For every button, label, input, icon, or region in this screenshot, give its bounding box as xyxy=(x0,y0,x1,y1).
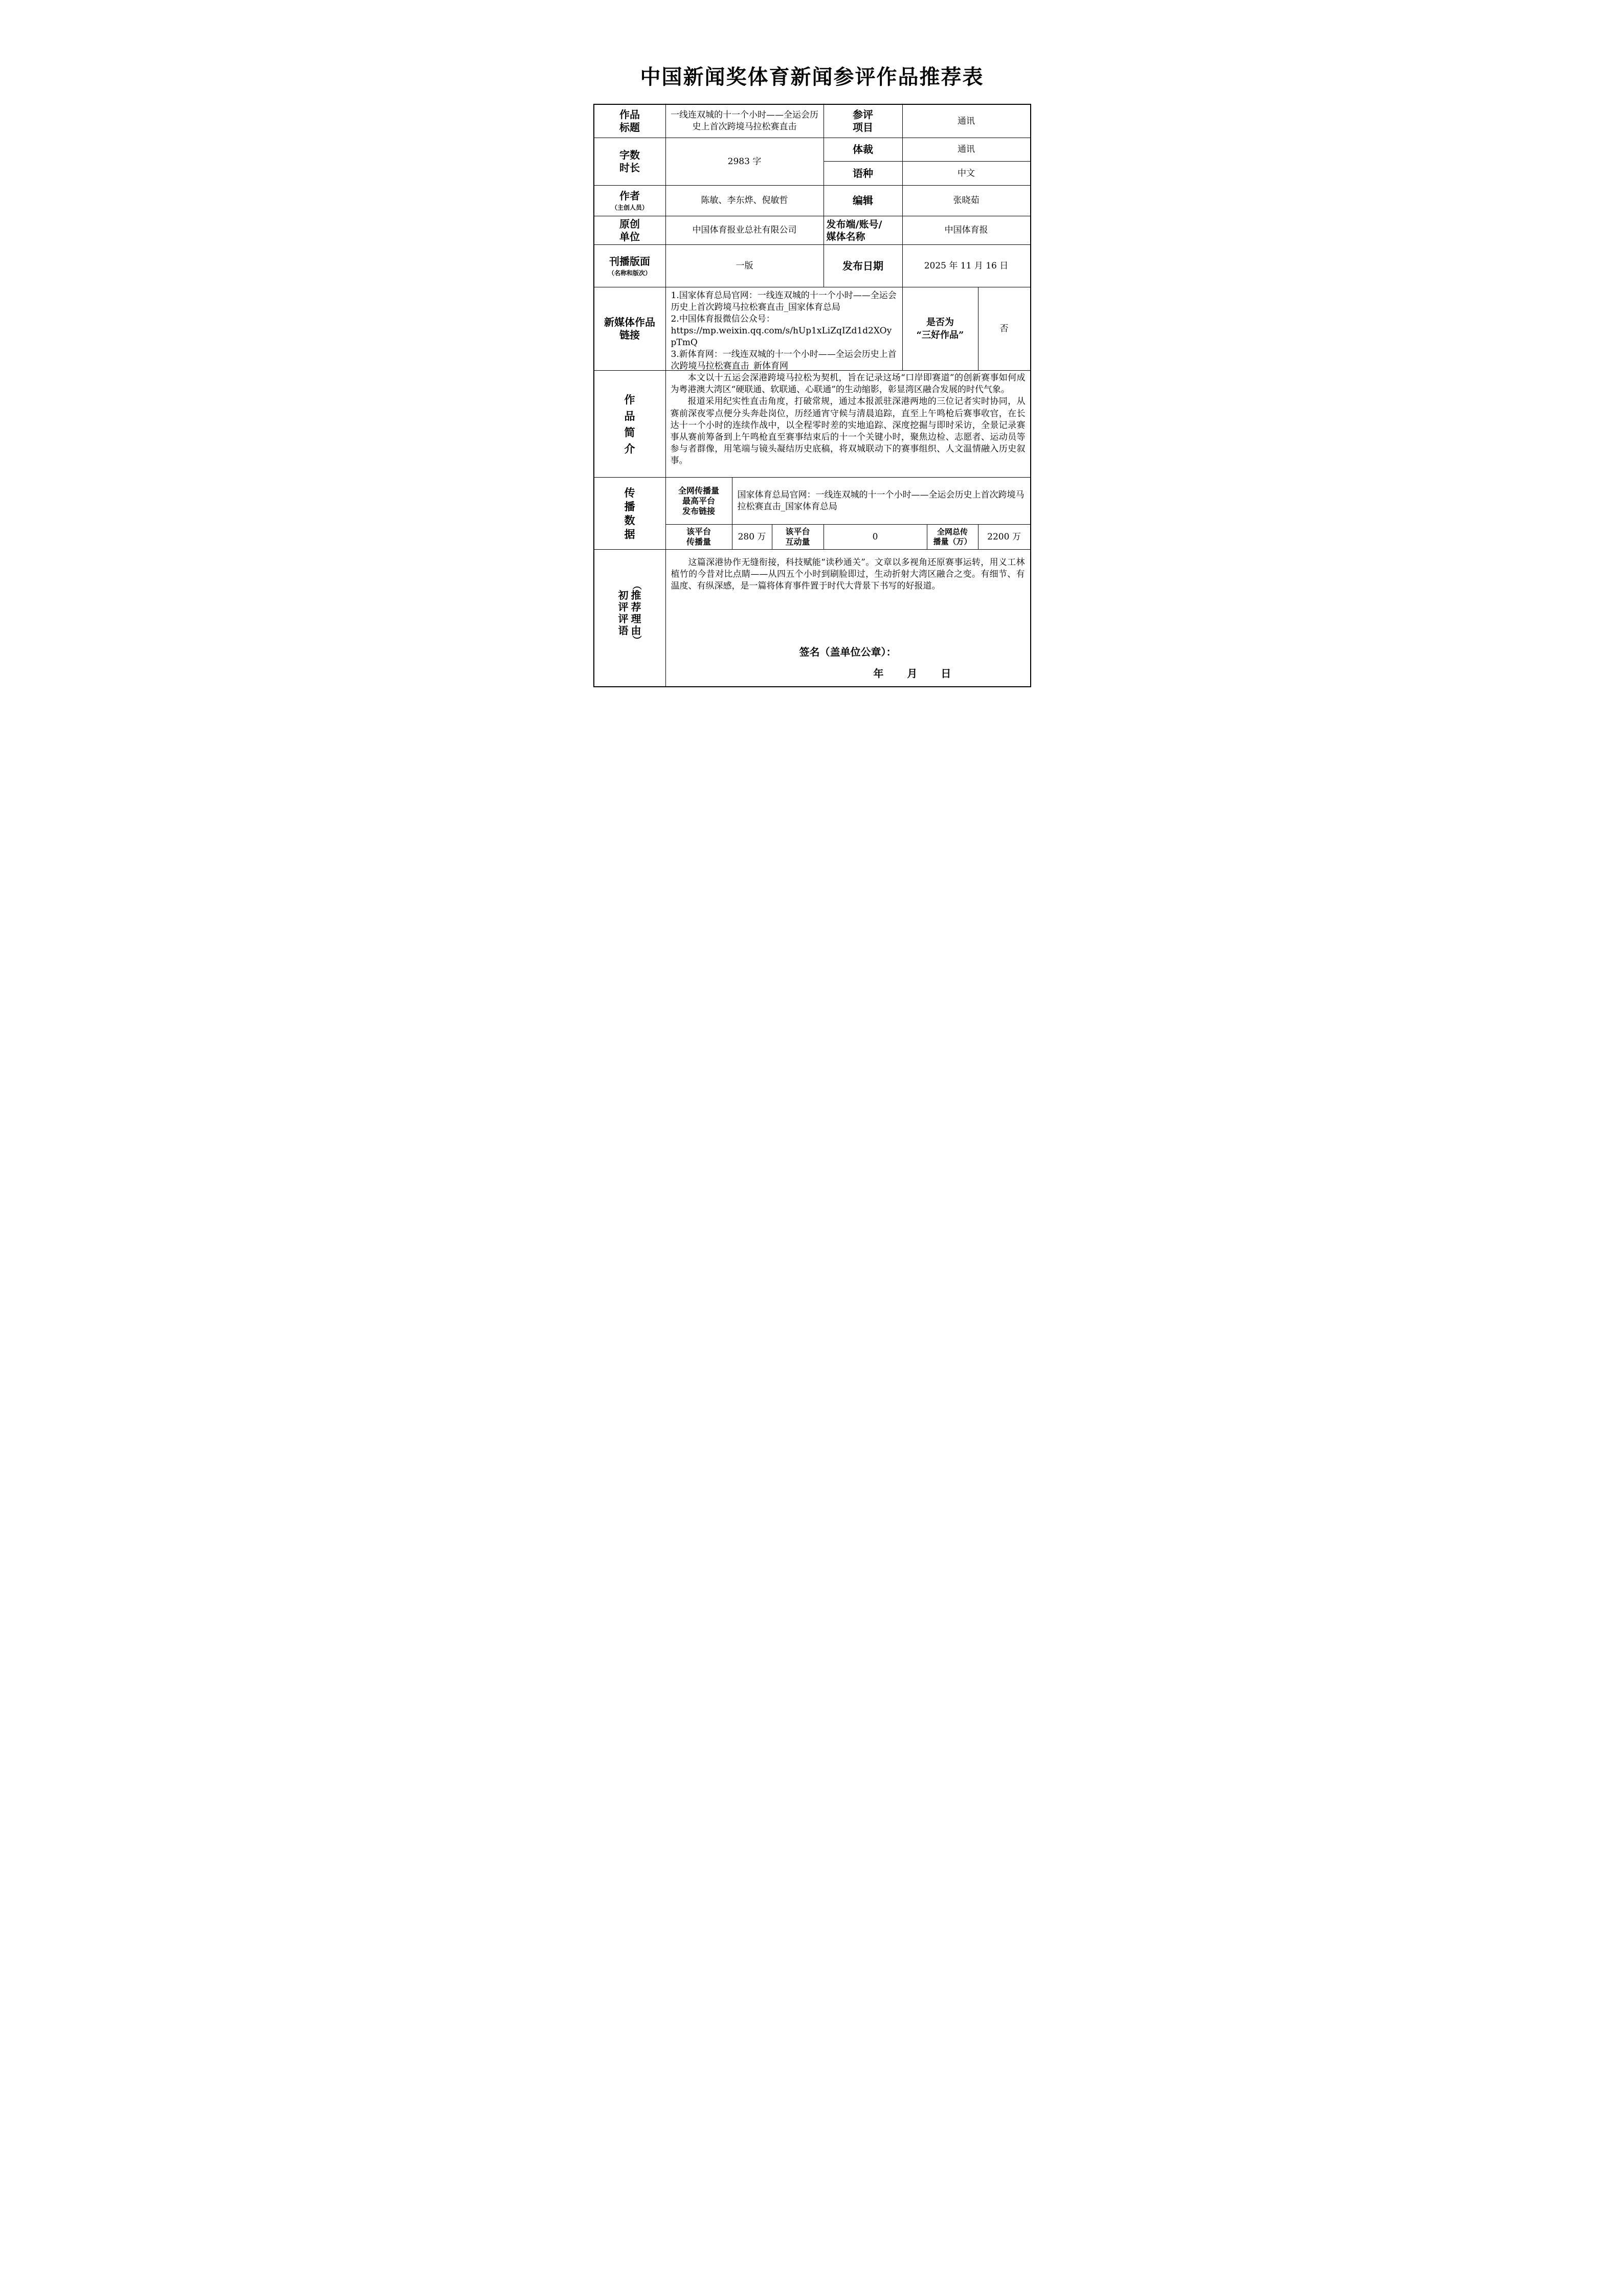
review-label-columns xyxy=(618,581,641,644)
sanhao-label-line2: “三好作品” xyxy=(916,330,964,341)
platform-volume-value-cell xyxy=(732,525,772,550)
platform-interactions-label-line1: 该平台 xyxy=(785,527,810,536)
total-volume-label-line2: 播量（万） xyxy=(933,537,972,546)
work-title-label-cell xyxy=(594,105,666,138)
intro-label-char1: 作 xyxy=(624,393,635,406)
author-label-cell xyxy=(594,186,666,216)
editor-label-cell xyxy=(824,186,903,216)
new-media-link-item-1: 1.国家体育总局官网：一线连双城的十一个小时——全运会历史上首次跨境马拉松赛直击_国家体育总局 xyxy=(671,290,897,312)
new-media-link-url: https://mp.weixin.qq.com/s/hUp1xLiZqIZd1d2XOypTmQ xyxy=(671,326,892,348)
platform-interactions-label-line2: 互动量 xyxy=(785,537,810,547)
language-value-cell xyxy=(903,162,1030,186)
intro-label-char2: 品 xyxy=(624,409,635,422)
new-media-link-item-3: 3.新体育网：一线连双城的十一个小时——全运会历史上首次跨境马拉松赛直击_新体育网 xyxy=(671,349,897,371)
review-label-main-column xyxy=(618,581,629,644)
platform-interactions-value: 0 xyxy=(872,531,878,542)
entry-category-value-cell xyxy=(903,105,1030,138)
author-label-note: （主创人员） xyxy=(611,204,648,211)
total-volume-label-line1: 全网总传 xyxy=(937,527,968,536)
new-media-link-item-2: 2.中国体育报微信公众号： xyxy=(671,314,775,324)
top-link-value: 国家体育总局官网：一线连双城的十一个小时——全运会历史上首次跨境马拉松赛直击_国家体育总局 xyxy=(737,489,1025,512)
review-label-paren-char2: 荐 xyxy=(631,600,641,613)
new-media-links-value-cell xyxy=(666,287,903,371)
platform-volume-value: 280 万 xyxy=(738,531,766,542)
publish-channel-label-line1: 发布端/账号/ xyxy=(826,218,882,230)
original-org-label-cell xyxy=(594,216,666,245)
publish-page-value-cell xyxy=(666,245,824,287)
word-count-value: 2983 字 xyxy=(727,156,762,167)
work-title-label-line2: 标题 xyxy=(619,121,640,133)
entry-category-label-cell xyxy=(824,105,903,138)
signature-date-label: 年 月 日 xyxy=(873,667,952,680)
word-count-label-cell xyxy=(594,138,666,186)
publish-channel-label-cell xyxy=(824,216,903,245)
publish-page-label-note: （名称和版次） xyxy=(608,269,651,277)
top-link-label-line3: 发布链接 xyxy=(682,506,715,516)
author-value-cell xyxy=(666,186,824,216)
entry-category-label-line2: 项目 xyxy=(853,121,873,133)
work-title-label-line1: 作品 xyxy=(619,108,640,121)
genre-label: 体裁 xyxy=(853,143,873,155)
language-value: 中文 xyxy=(958,168,975,178)
editor-value: 张晓茹 xyxy=(953,195,980,206)
review-value-cell xyxy=(666,550,1030,686)
review-label-main-char4: 语 xyxy=(618,624,629,637)
page-title: 中国新闻奖体育新闻参评作品推荐表 xyxy=(640,65,984,89)
review-label-main-char3: 评 xyxy=(618,612,629,625)
platform-volume-label-line1: 该平台 xyxy=(686,527,711,536)
publish-date-value: 2025 年 11 月 16 日 xyxy=(924,260,1009,271)
work-title-value-cell xyxy=(666,105,824,138)
intro-label-char4: 介 xyxy=(624,442,635,455)
author-value: 陈敏、李东烨、倪敏哲 xyxy=(701,195,788,206)
intro-label-char3: 简 xyxy=(624,425,635,439)
top-link-label-cell xyxy=(666,478,732,525)
sanhao-value: 否 xyxy=(999,323,1009,334)
genre-value: 通讯 xyxy=(958,144,975,154)
genre-value-cell xyxy=(903,138,1030,162)
top-link-value-cell xyxy=(732,478,1030,525)
genre-label-cell xyxy=(824,138,903,162)
original-org-value: 中国体育报业总社有限公司 xyxy=(692,225,797,235)
document-page xyxy=(542,0,1083,766)
original-org-label-line2: 单位 xyxy=(619,230,640,243)
author-label: 作者 xyxy=(619,190,640,202)
word-count-label-line1: 字数 xyxy=(619,149,640,161)
publish-date-value-cell xyxy=(903,245,1030,287)
publish-channel-value-cell xyxy=(903,216,1030,245)
review-comment: 这篇深港协作无缝衔接，科技赋能“读秒通关”。文章以多视角还原赛事运转，用义工林植竹的今昔对比点睛——从四五个小时到刷脸即过，生动折射大湾区融合之变。有细节、有温度、有纵深感，是一篇将体育事件置于时代大背景下书写的好报道。 xyxy=(671,557,1025,592)
work-title-value: 一线连双城的十一个小时——全运会历史上首次跨境马拉松赛直击 xyxy=(671,110,818,132)
intro-paragraph-1: 本文以十五运会深港跨境马拉松为契机，旨在记录这场“口岸即赛道”的创新赛事如何成为粤港澳大湾区“硬联通、软联通、心联通”的生动缩影，彰显湾区融合发展的时代气象。 xyxy=(670,373,1026,395)
platform-interactions-value-cell xyxy=(824,525,927,550)
entry-category-value: 通讯 xyxy=(958,116,975,126)
spread-label-cell xyxy=(594,478,666,550)
publish-page-label-cell xyxy=(594,245,666,287)
intro-paragraph-2: 报道采用纪实性直击角度，打破常规，通过本报派驻深港两地的三位记者实时协同，从赛前深夜零点便分头奔赴岗位，历经通宵守候与清晨追踪，直至上午鸣枪后赛事收官，在长达十一个小时的连续作战中，以全程零时差的实地追踪、深度挖掘与即时采访，全景记录赛事从赛前筹备到上午鸣枪直至赛事结束后的十一个关键小时，聚焦边检、志愿者、运动员等参与者群像，用笔端与镜头凝结历史底稿，将双城联动下的赛事组织、人文温情融入历史叙事。 xyxy=(670,396,1026,466)
platform-volume-label-line2: 传播量 xyxy=(686,537,711,547)
entry-category-label-line1: 参评 xyxy=(853,108,873,121)
word-count-label-line2: 时长 xyxy=(619,162,640,174)
total-volume-value-cell xyxy=(978,525,1030,550)
word-count-value-cell xyxy=(666,138,824,186)
intro-label-cell xyxy=(594,371,666,478)
intro-value-cell xyxy=(666,371,1030,478)
platform-interactions-label-cell xyxy=(772,525,824,550)
publish-date-label-cell xyxy=(824,245,903,287)
publish-page-label: 刊播版面 xyxy=(609,255,650,267)
editor-value-cell xyxy=(903,186,1030,216)
original-org-label-line1: 原创 xyxy=(619,217,640,230)
review-label-paren-char1: 推 xyxy=(631,589,641,601)
review-label-paren-column xyxy=(631,581,641,644)
review-label-close-paren: ） xyxy=(631,635,642,645)
new-media-links-label-line1: 新媒体作品 xyxy=(604,316,655,328)
publish-channel-label-line2: 媒体名称 xyxy=(826,231,865,242)
sanhao-value-cell xyxy=(978,287,1030,371)
language-label-cell xyxy=(824,162,903,186)
spread-label-char4: 据 xyxy=(624,528,635,541)
review-label-paren-char3: 理 xyxy=(631,612,641,625)
top-link-label-line1: 全网传播量 xyxy=(678,485,719,496)
review-label-main-char1: 初 xyxy=(618,589,629,601)
spread-label-char3: 数 xyxy=(624,514,635,527)
new-media-links-label-cell xyxy=(594,287,666,371)
original-org-value-cell xyxy=(666,216,824,245)
total-volume-value: 2200 万 xyxy=(987,531,1021,542)
review-label-cell xyxy=(594,550,666,686)
recommendation-form-table xyxy=(593,104,1031,687)
total-volume-label-cell xyxy=(927,525,978,550)
spread-label-char1: 传 xyxy=(624,486,635,499)
signature-label: 签名（盖单位公章）： xyxy=(799,646,897,658)
sanhao-label-line1: 是否为 xyxy=(926,317,954,328)
review-label-main-char2: 评 xyxy=(618,600,629,613)
sanhao-label-cell xyxy=(903,287,978,371)
language-label: 语种 xyxy=(853,167,873,179)
new-media-links-label-line2: 链接 xyxy=(619,329,640,341)
editor-label: 编辑 xyxy=(853,194,873,207)
review-label-open-paren: （ xyxy=(631,580,642,590)
publish-channel-value: 中国体育报 xyxy=(944,225,988,235)
review-label-paren-char4: 由 xyxy=(631,624,641,637)
top-link-label-line2: 最高平台 xyxy=(682,496,715,506)
publish-date-label: 发布日期 xyxy=(842,259,883,272)
platform-volume-label-cell xyxy=(666,525,732,550)
spread-label-char2: 播 xyxy=(624,500,635,513)
publish-page-value: 一版 xyxy=(736,260,753,271)
